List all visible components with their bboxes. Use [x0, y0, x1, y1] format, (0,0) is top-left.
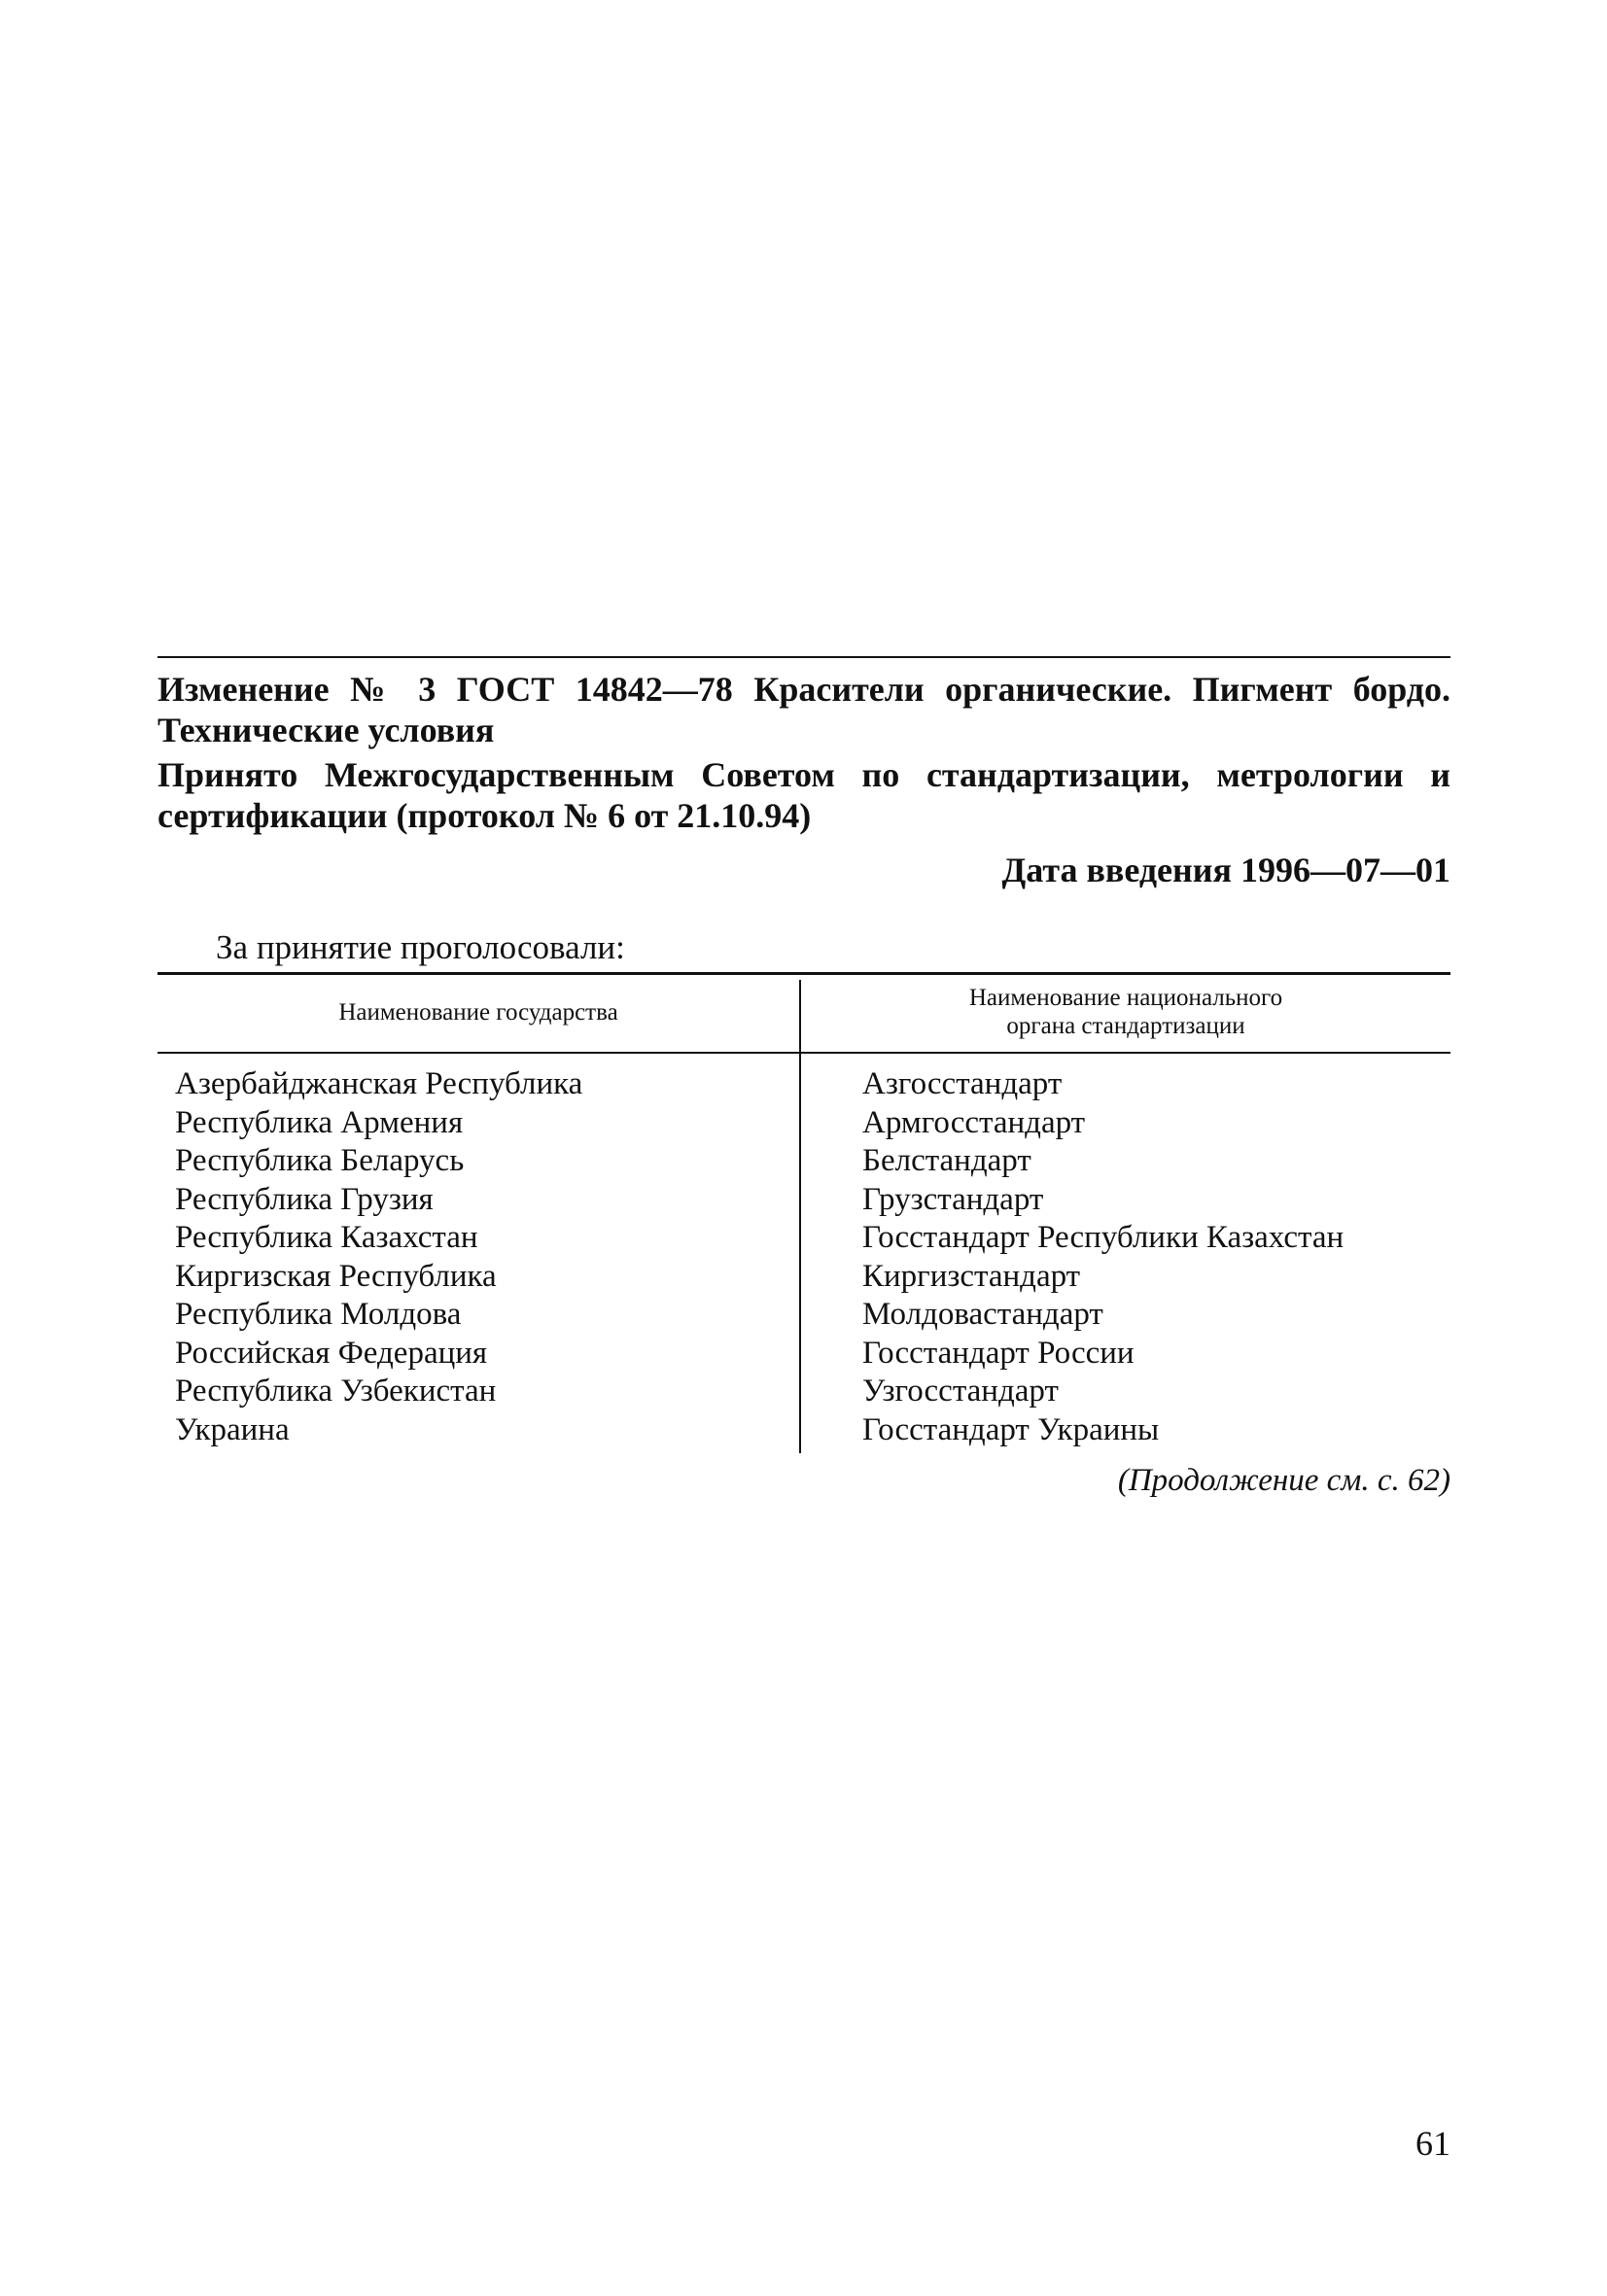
voting-table [157, 972, 1450, 1453]
state-name: Республика Беларусь [175, 1143, 465, 1178]
state-name: Республика Армения [175, 1104, 464, 1140]
table-row [157, 1219, 1450, 1258]
table-row [157, 1104, 1450, 1143]
table-header-rule [157, 1052, 1450, 1054]
standards-body: Госстандарт России [862, 1335, 1135, 1371]
table-row [157, 1258, 1450, 1297]
header-standards-body [801, 972, 1450, 1052]
standards-body: Киргизстандарт [862, 1258, 1081, 1294]
table-row [157, 1411, 1450, 1450]
table-row [157, 1335, 1450, 1374]
state-name: Киргизская Республика [175, 1258, 497, 1294]
table-row [157, 1142, 1450, 1181]
state-name: Республика Грузия [175, 1181, 434, 1217]
table-row [157, 1181, 1450, 1220]
adopted-statement: Принято Межгосударственным Советом по стандартизации, метрологии и сертификации (протокол № 6 от 21.10.94) [157, 755, 1450, 835]
state-name: Азербайджанская Республика [175, 1066, 583, 1101]
table-row [157, 1065, 1450, 1104]
state-name: Российская Федерация [175, 1335, 488, 1371]
header-state-name: Наименование государства [338, 998, 618, 1026]
standards-body: Грузстандарт [862, 1181, 1044, 1217]
page-number: 61 [1415, 2124, 1450, 2163]
standards-body: Узгосстандарт [862, 1374, 1059, 1409]
standards-body: Армгосстандарт [862, 1104, 1086, 1140]
state-name: Республика Молдова [175, 1297, 462, 1332]
standards-body: Молдовастандарт [862, 1297, 1103, 1332]
state-name: Республика Узбекистан [175, 1374, 497, 1409]
top-rule [157, 656, 1450, 658]
standards-body: Азгосстандарт [862, 1066, 1063, 1101]
standards-body: Госстандарт Украины [862, 1411, 1160, 1447]
introduction-date: Дата введения 1996—07—01 [1001, 851, 1450, 889]
standards-body: Госстандарт Республики Казахстан [862, 1220, 1345, 1255]
state-name: Республика Казахстан [175, 1220, 478, 1255]
voted-label: За принятие проголосовали: [216, 928, 625, 966]
table-body [157, 1065, 1450, 1449]
state-name: Украина [175, 1411, 290, 1447]
amendment-title: Изменение № 3 ГОСТ 14842—78 Красители органические. Пигмент бордо. Технические условия [157, 670, 1450, 749]
table-row [157, 1296, 1450, 1335]
header-standards-body-text: Наименование национального органа стандартизации [968, 985, 1283, 1039]
continued-note: (Продолжение см. с. 62) [1117, 1463, 1450, 1498]
standards-body: Белстандарт [862, 1143, 1031, 1178]
table-row [157, 1373, 1450, 1411]
